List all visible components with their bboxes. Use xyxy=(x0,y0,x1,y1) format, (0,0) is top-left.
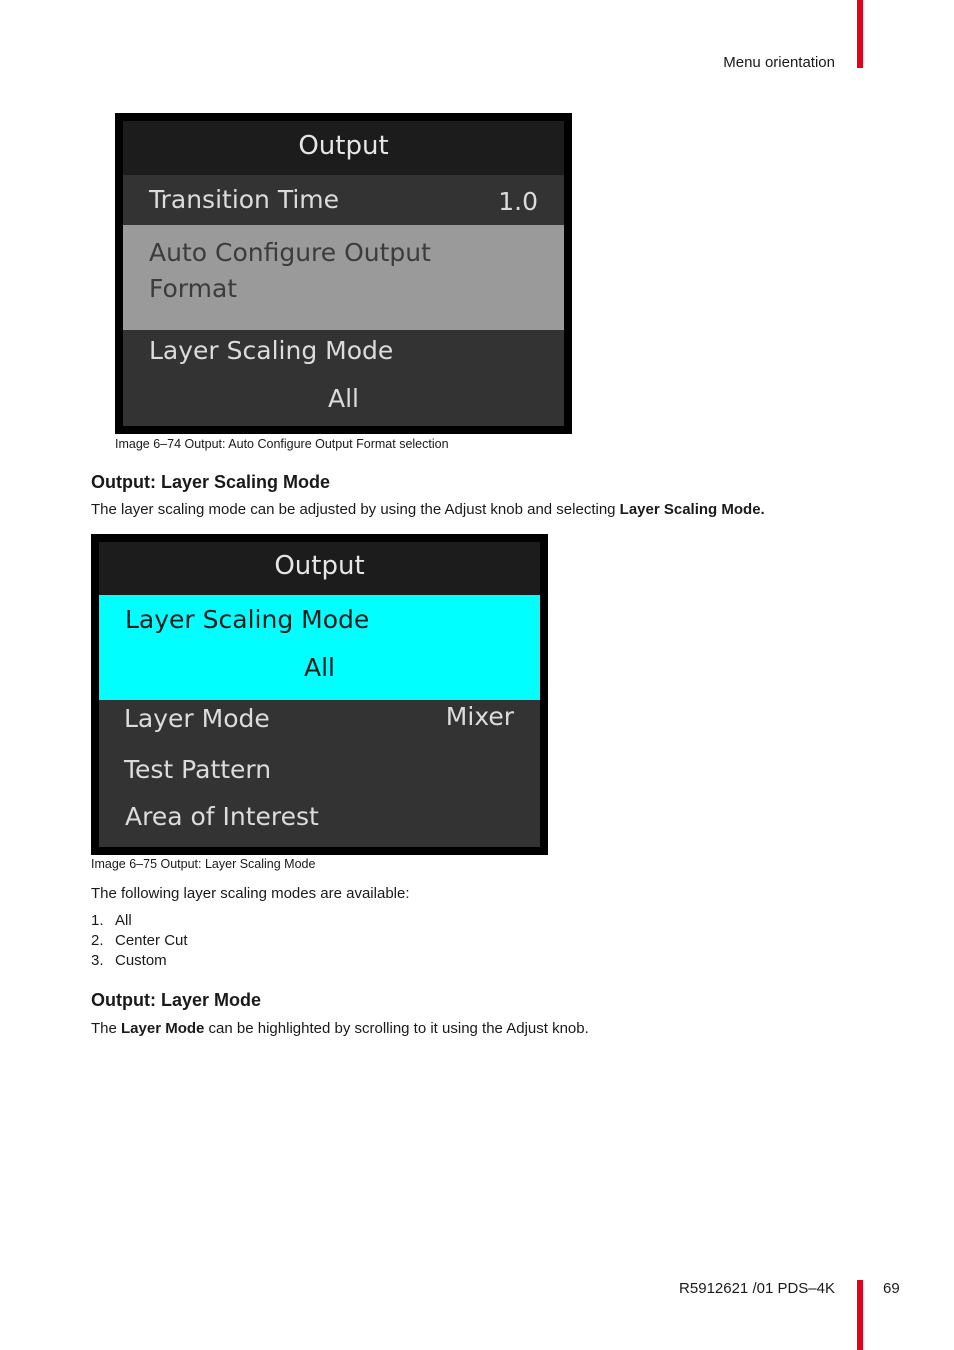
list-item xyxy=(91,951,188,971)
menu-item-auto-configure-selected xyxy=(123,225,564,330)
menu-item-value: All xyxy=(304,653,335,682)
paragraph xyxy=(91,1020,589,1037)
menu-item-layer-mode xyxy=(99,700,540,750)
menu-item-label: Layer Mode xyxy=(124,704,270,733)
menu-item-value: Mixer xyxy=(445,702,514,731)
paragraph: The following layer scaling modes are available: xyxy=(91,885,410,902)
list-number: 2. xyxy=(91,932,104,949)
menu-item-label: Area of Interest xyxy=(125,802,319,831)
menu-item-label: Layer Scaling Mode xyxy=(125,605,370,634)
output-menu-screenshot-layer-scaling xyxy=(91,534,548,855)
menu-item-test-pattern xyxy=(99,750,540,800)
section-heading: Output: Layer Mode xyxy=(91,990,261,1010)
menu-item-layer-scaling-mode-highlighted xyxy=(99,595,540,700)
list-label: Center Cut xyxy=(115,932,188,949)
figure-caption: Image 6–75 Output: Layer Scaling Mode xyxy=(91,857,316,871)
footer-accent-bar xyxy=(857,1280,863,1350)
menu-item-transition-time xyxy=(123,175,564,225)
menu-item-value: All xyxy=(328,384,359,413)
list-label: All xyxy=(115,912,132,929)
menu-item-label: Test Pattern xyxy=(124,755,272,784)
text: The xyxy=(91,1020,122,1037)
menu-item-area-of-interest xyxy=(99,800,540,847)
section-heading: Output: Layer Scaling Mode xyxy=(91,472,331,492)
paragraph xyxy=(91,501,765,518)
list-item xyxy=(91,931,188,951)
menu-item-label: Auto Configure Output Format xyxy=(149,238,431,303)
menu-title: Output xyxy=(123,121,564,175)
output-menu-screenshot-auto-configure xyxy=(115,113,572,434)
list-item xyxy=(91,911,188,931)
menu-panel xyxy=(123,121,564,426)
header-accent-bar xyxy=(857,0,863,68)
figure-caption: Image 6–74 Output: Auto Configure Output Format selection xyxy=(115,437,449,451)
footer-document-id: R5912621 /01 PDS–4K xyxy=(679,1280,835,1297)
list-label: Custom xyxy=(115,952,167,969)
menu-item-layer-scaling-mode xyxy=(123,330,564,426)
menu-item-label: Layer Scaling Mode xyxy=(149,336,394,365)
list-number: 3. xyxy=(91,952,104,969)
page-number: 69 xyxy=(883,1280,900,1297)
scaling-modes-list xyxy=(91,911,188,971)
menu-panel xyxy=(99,542,540,847)
menu-item-value: 1.0 xyxy=(498,187,538,216)
list-number: 1. xyxy=(91,912,104,929)
menu-title: Output xyxy=(99,542,540,595)
text: can be highlighted by scrolling to it using the Adjust knob. xyxy=(204,1020,589,1037)
bold-text: Layer Mode xyxy=(121,1020,205,1037)
menu-item-label: Transition Time xyxy=(149,185,340,214)
running-header: Menu orientation xyxy=(723,54,835,71)
bold-text: Layer Scaling Mode. xyxy=(619,501,765,518)
text: The layer scaling mode can be adjusted by using the Adjust knob and selecting xyxy=(91,501,620,518)
